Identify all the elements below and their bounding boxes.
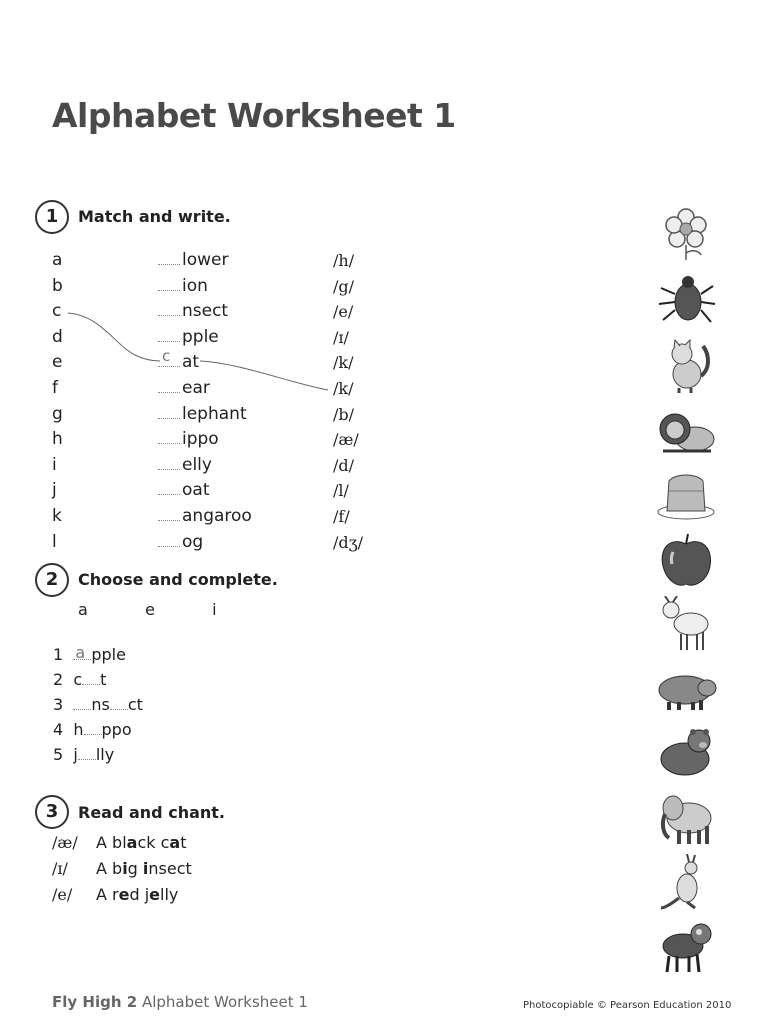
jelly-picture — [655, 467, 717, 523]
chant-line-3: A red jelly — [96, 885, 179, 904]
match-phoneme: /k/ — [333, 379, 354, 398]
kangaroo-picture — [655, 854, 717, 910]
answer-gap[interactable] — [158, 404, 180, 419]
word-ending: pple — [182, 326, 219, 347]
choose-item-3 — [53, 692, 143, 717]
word-ending: at — [182, 352, 200, 373]
match-phoneme: /e/ — [333, 302, 354, 322]
choose-item-4 — [53, 717, 132, 742]
match-word — [158, 274, 208, 300]
answer-gap[interactable] — [158, 250, 180, 265]
word-ending: ear — [182, 378, 210, 398]
match-phoneme: /h/ — [333, 251, 355, 270]
item-number: 1 — [53, 645, 64, 664]
match-letter: l — [52, 531, 57, 552]
chant-line-1: A black cat — [96, 833, 187, 852]
match-letter: j — [52, 480, 57, 501]
word-part: j — [73, 745, 78, 764]
chant-line-2: A big insect — [96, 859, 192, 878]
chant-phoneme: /æ/ — [52, 833, 78, 852]
answer-gap[interactable] — [78, 746, 96, 760]
flower-picture — [655, 205, 717, 261]
item-number: 4 — [53, 720, 64, 739]
word-ending: og — [182, 531, 204, 552]
footer-title: Alphabet Worksheet 1 — [141, 993, 308, 1011]
match-phoneme: /l/ — [333, 481, 349, 501]
item-number: 3 — [53, 695, 64, 714]
match-letter: k — [52, 506, 62, 526]
word-ending: ion — [182, 275, 208, 296]
section-3-number: 3 — [35, 795, 69, 829]
answer-gap[interactable] — [73, 696, 91, 710]
word-part: lly — [95, 745, 115, 764]
footer-brand: Fly High 2 — [52, 993, 138, 1011]
word-part: c — [73, 670, 83, 689]
match-phoneme: /g/ — [333, 276, 355, 296]
choose-item-1 — [53, 642, 126, 667]
vowel-options: a e i — [78, 600, 217, 619]
answer-gap[interactable] — [158, 480, 180, 495]
insect-picture — [655, 272, 717, 328]
footer-copyright: Photocopiable © Pearson Education 2010 — [523, 1000, 732, 1011]
section-2-number: 2 — [35, 563, 69, 597]
example-answer: c — [162, 347, 171, 366]
match-letter: c — [52, 301, 62, 322]
page-title: Alphabet Worksheet 1 — [52, 96, 456, 135]
word-part: h — [73, 720, 84, 739]
cat-picture — [655, 338, 717, 394]
example-answer: a — [75, 643, 86, 662]
match-letter: i — [52, 454, 57, 475]
match-word — [158, 248, 228, 274]
footer-left — [52, 993, 308, 1011]
choose-item-5 — [53, 742, 114, 767]
match-phoneme: /d/ — [333, 455, 355, 475]
match-word — [158, 402, 247, 428]
match-letter: f — [52, 378, 58, 398]
hippo-picture — [655, 662, 717, 718]
answer-gap[interactable] — [84, 721, 102, 735]
match-word — [158, 530, 203, 556]
word-ending: lephant — [182, 403, 247, 424]
word-ending: lower — [182, 250, 229, 270]
match-phoneme: /dʒ/ — [333, 532, 364, 552]
word-ending: elly — [182, 454, 212, 475]
section-1-title: Match and write. — [78, 207, 231, 226]
word-ending: oat — [182, 480, 210, 501]
answer-gap[interactable] — [110, 696, 128, 710]
section-3-title: Read and chant. — [78, 803, 225, 822]
word-part: pple — [91, 645, 126, 664]
match-word — [158, 478, 209, 504]
word-part: ct — [127, 695, 143, 714]
section-1-number: 1 — [35, 200, 69, 234]
match-letter: h — [52, 429, 63, 450]
lion-picture — [655, 403, 717, 459]
word-ending: ippo — [182, 429, 219, 450]
elephant-picture — [655, 790, 717, 846]
match-phoneme: /ɪ/ — [333, 327, 349, 347]
choose-item-2 — [53, 667, 106, 692]
goat-picture — [655, 596, 717, 652]
match-letter: g — [52, 403, 63, 424]
word-part: t — [100, 670, 107, 689]
example-match-line — [60, 305, 340, 400]
word-ending: angaroo — [182, 506, 252, 526]
match-phoneme: /æ/ — [333, 430, 359, 450]
answer-gap[interactable] — [82, 671, 100, 685]
match-phoneme: /k/ — [333, 353, 354, 373]
match-word — [158, 427, 219, 453]
match-letter: d — [52, 326, 63, 347]
bear-picture — [655, 725, 717, 781]
chant-phoneme: /ɪ/ — [52, 859, 68, 878]
chant-phoneme: /e/ — [52, 885, 73, 904]
apple-picture — [655, 532, 717, 588]
answer-gap[interactable] — [73, 643, 91, 662]
answer-gap[interactable] — [158, 276, 180, 291]
match-letter: a — [52, 250, 63, 270]
match-letter: e — [52, 352, 63, 373]
answer-gap[interactable] — [158, 532, 180, 547]
item-number: 2 — [53, 670, 64, 689]
match-phoneme: /b/ — [333, 404, 355, 424]
dog-picture — [655, 918, 717, 974]
word-part: ppo — [101, 720, 132, 739]
answer-gap[interactable] — [158, 455, 180, 470]
match-letter: b — [52, 275, 63, 296]
section-2-title: Choose and complete. — [78, 570, 278, 589]
answer-gap[interactable] — [158, 429, 180, 444]
match-word — [158, 504, 252, 530]
word-part: ns — [91, 695, 110, 714]
item-number: 5 — [53, 745, 64, 764]
answer-gap[interactable] — [158, 506, 180, 521]
match-phoneme: /f/ — [333, 507, 350, 526]
word-ending: nsect — [182, 301, 229, 322]
match-word — [158, 453, 212, 479]
